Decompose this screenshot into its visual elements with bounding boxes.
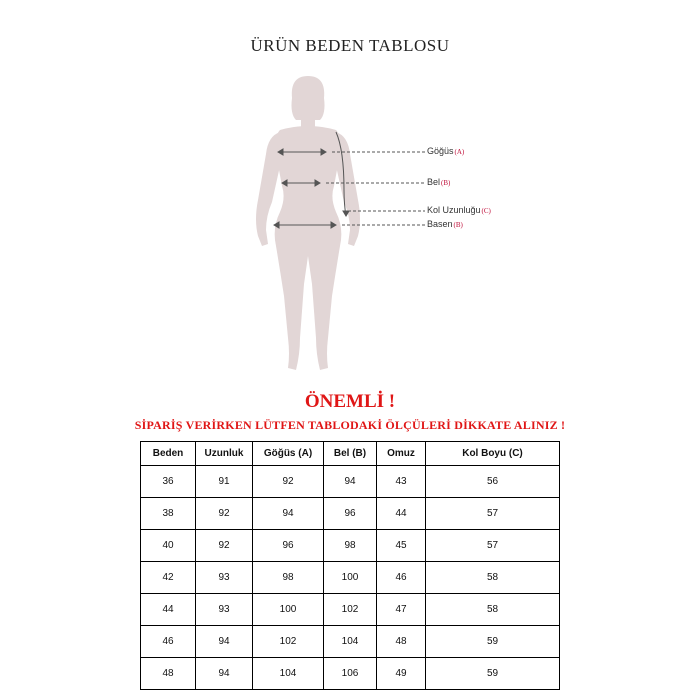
table-cell: 44 [141,594,196,626]
body-measurement-figure [220,70,560,390]
table-cell: 91 [196,466,253,498]
table-cell: 44 [377,498,426,530]
table-cell: 92 [196,498,253,530]
table-cell: 96 [324,498,377,530]
table-row [141,594,560,626]
header-uzunluk: Uzunluk [196,442,253,466]
table-cell: 59 [426,626,560,658]
important-heading: ÖNEMLİ ! [304,391,396,412]
table-cell: 96 [253,530,324,562]
table-row [141,498,560,530]
table-cell: 102 [324,594,377,626]
table-cell: 100 [324,562,377,594]
table-cell: 93 [196,594,253,626]
table-cell: 100 [253,594,324,626]
table-cell: 104 [324,626,377,658]
table-cell: 48 [141,658,196,690]
order-warning-text: SİPARİŞ VERİRKEN LÜTFEN TABLODAKİ ÖLÇÜLERİ DİKKATE ALINIZ ! [134,418,566,432]
table-row [141,466,560,498]
header-beden: Beden [141,442,196,466]
silhouette-shape [256,76,360,370]
table-row [141,626,560,658]
table-cell: 98 [324,530,377,562]
table-row [141,530,560,562]
table-cell: 38 [141,498,196,530]
table-cell: 92 [253,466,324,498]
table-cell: 92 [196,530,253,562]
table-cell: 57 [426,530,560,562]
table-cell: 46 [141,626,196,658]
table-header-row [141,442,560,466]
table-cell: 102 [253,626,324,658]
table-cell: 94 [196,626,253,658]
header-omuz: Omuz [377,442,426,466]
page-title: ÜRÜN BEDEN TABLOSU [250,36,450,55]
table-cell: 36 [141,466,196,498]
table-cell: 94 [196,658,253,690]
table-cell: 94 [324,466,377,498]
table-cell: 106 [324,658,377,690]
header-gogus: Göğüs (A) [253,442,324,466]
table-cell: 42 [141,562,196,594]
table-cell: 47 [377,594,426,626]
table-cell: 45 [377,530,426,562]
table-cell: 98 [253,562,324,594]
table-row [141,562,560,594]
table-cell: 56 [426,466,560,498]
arm-length-measure-label: Kol Uzunluğu(C) [427,205,491,215]
hip-measure-label: Basen(B) [427,219,463,229]
chest-measure-label: Göğüs(A) [427,146,465,156]
table-cell: 49 [377,658,426,690]
header-kol-boyu: Kol Boyu (C) [426,442,560,466]
table-cell: 48 [377,626,426,658]
waist-measure-label: Bel(B) [427,177,451,187]
table-cell: 104 [253,658,324,690]
female-silhouette-illustration [220,70,560,390]
table-cell: 94 [253,498,324,530]
table-cell: 58 [426,562,560,594]
table-cell: 46 [377,562,426,594]
table-cell: 59 [426,658,560,690]
table-cell: 57 [426,498,560,530]
table-cell: 43 [377,466,426,498]
table-cell: 93 [196,562,253,594]
table-row [141,658,560,690]
size-table [140,441,560,690]
table-cell: 58 [426,594,560,626]
table-cell: 40 [141,530,196,562]
header-bel: Bel (B) [324,442,377,466]
